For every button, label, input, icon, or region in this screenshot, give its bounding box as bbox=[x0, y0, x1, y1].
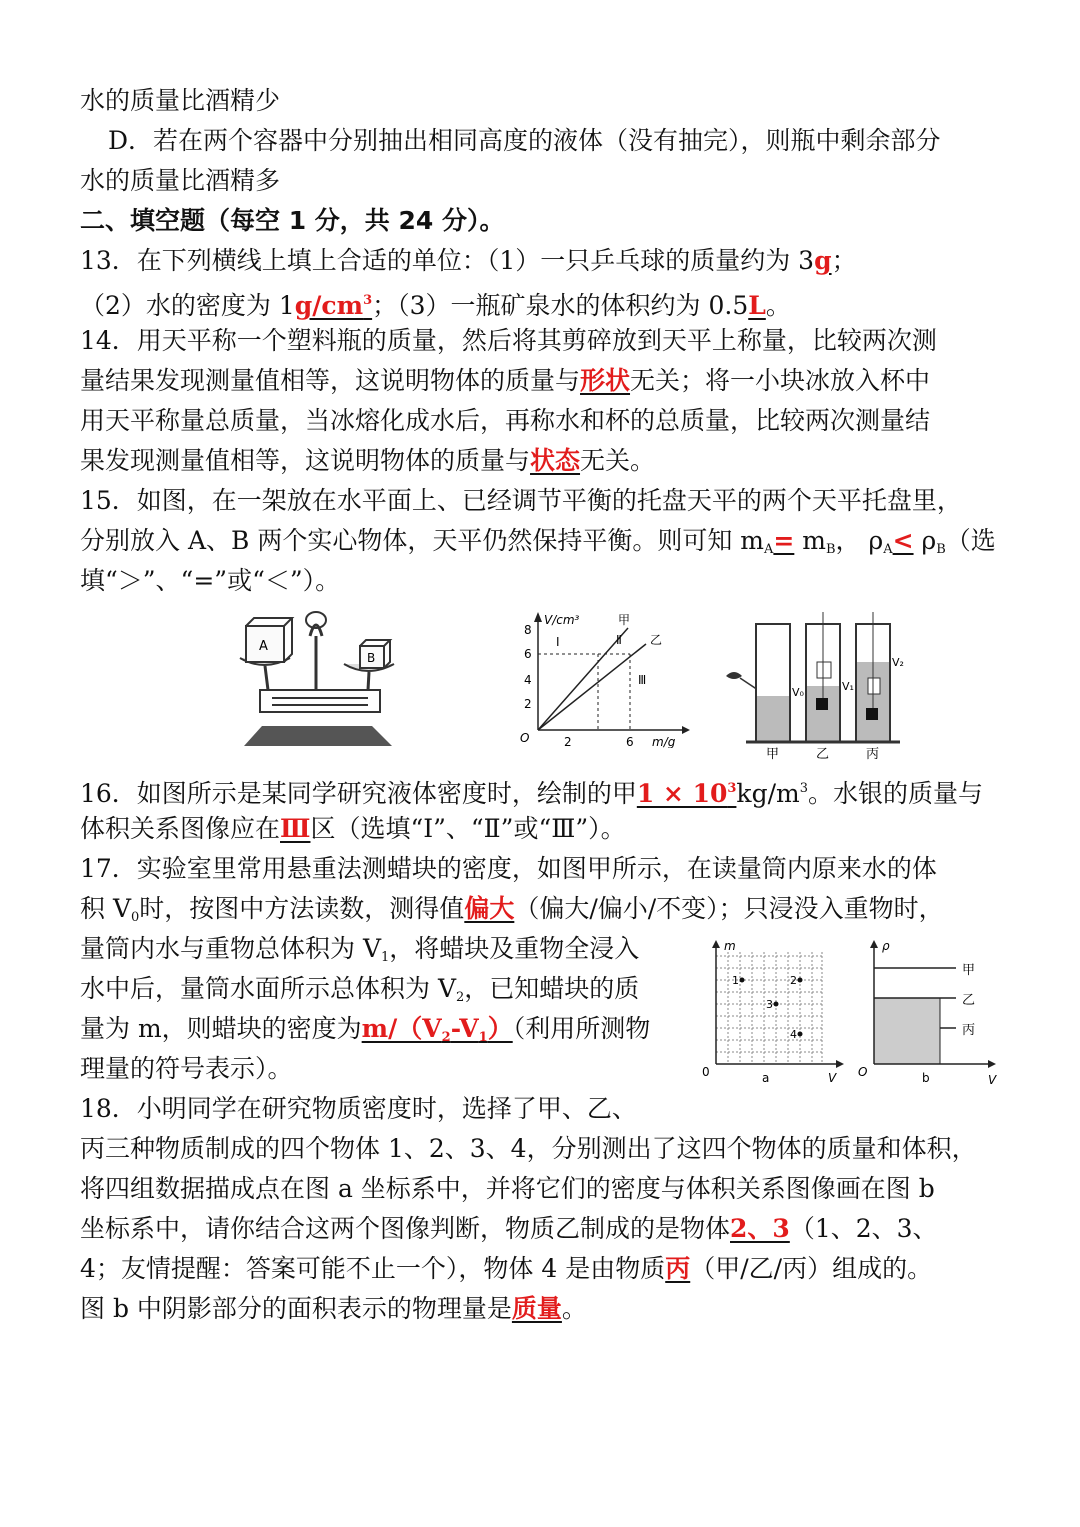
question-15-line-2 bbox=[80, 524, 996, 567]
text: 积 V bbox=[80, 894, 132, 923]
superscript: 3 bbox=[363, 293, 373, 308]
text: 。 bbox=[765, 291, 791, 320]
answer-blank: 2、3 bbox=[730, 1214, 790, 1243]
text: 果发现测量值相等，这说明物体的质量与 bbox=[80, 446, 531, 475]
point-label: 2 bbox=[790, 974, 797, 987]
weight-block bbox=[866, 708, 878, 720]
answer-blank bbox=[295, 291, 372, 320]
subscript: 1 bbox=[478, 1030, 488, 1045]
x-axis-label: m/g bbox=[652, 735, 676, 748]
subscript: A bbox=[763, 542, 774, 557]
answer-blank: 丙 bbox=[665, 1254, 691, 1283]
text: 时，按图中方法读数，测得值 bbox=[139, 894, 465, 923]
series-label: 乙 bbox=[650, 633, 663, 647]
question-18-line-6 bbox=[80, 1292, 587, 1326]
y-tick: 8 bbox=[524, 623, 532, 637]
text: 无关。 bbox=[580, 446, 656, 475]
origin-label: 0 bbox=[702, 1065, 710, 1079]
y-axis-label: ρ bbox=[882, 939, 890, 953]
point-label: 4 bbox=[790, 1028, 797, 1041]
text: 量为 m，则蜡块的密度为 bbox=[80, 1014, 362, 1043]
answer-blank: 状态 bbox=[530, 446, 581, 475]
volume-label: V₁ bbox=[842, 680, 854, 693]
subscript: B bbox=[825, 542, 836, 557]
text: ；（3）一瓶矿泉水的体积约为 0.5 bbox=[372, 291, 749, 320]
y-axis-arrow-icon bbox=[870, 940, 878, 948]
text: ，将蜡块及重物全浸入 bbox=[389, 934, 640, 963]
y-tick: 4 bbox=[524, 673, 532, 687]
caption-label: a bbox=[762, 1071, 770, 1085]
text-line: D．若在两个容器中分别抽出相同高度的液体（没有抽完），则瓶中剩余部分 bbox=[108, 126, 941, 155]
object-b-label: B bbox=[367, 651, 376, 665]
text: m bbox=[794, 526, 826, 555]
x-axis-arrow-icon bbox=[988, 1060, 996, 1068]
region-label: Ⅱ bbox=[616, 633, 622, 647]
cylinder-label: 甲 bbox=[766, 747, 780, 762]
y-tick: 2 bbox=[524, 697, 532, 711]
weight-block bbox=[816, 698, 828, 710]
text: 无关；将一小块冰放入杯中 bbox=[630, 366, 931, 395]
answer-blank: g bbox=[814, 246, 832, 275]
question-14-line-1: 14．用天平称一个塑料瓶的质量，然后将其剪碎放到天平上称量，比较两次测 bbox=[80, 326, 937, 355]
caption-label: b bbox=[922, 1071, 930, 1085]
line-label: 丙 bbox=[962, 1023, 976, 1038]
answer-text: ） bbox=[487, 1014, 513, 1043]
question-18-line-1: 18．小明同学在研究物质密度时，选择了甲、乙、 bbox=[80, 1094, 637, 1123]
text: 区（选填“Ⅰ”、“Ⅱ”或“Ⅲ”）。 bbox=[310, 814, 626, 843]
question-16-line-1 bbox=[80, 772, 983, 811]
question-17-line-3 bbox=[80, 932, 639, 975]
point-label: 1 bbox=[732, 974, 739, 987]
balance-base bbox=[244, 726, 392, 746]
question-14-line-4 bbox=[80, 444, 655, 478]
shaded-area bbox=[874, 998, 940, 1064]
series-label: 甲 bbox=[618, 613, 631, 627]
object-a-label: A bbox=[259, 639, 268, 654]
line-label: 甲 bbox=[962, 963, 976, 978]
text: kg/m bbox=[736, 779, 800, 808]
volume-label: V₀ bbox=[792, 686, 804, 699]
data-point bbox=[774, 1002, 779, 1007]
y-axis-label: m bbox=[724, 939, 736, 953]
cylinders-figure bbox=[720, 610, 920, 762]
data-point bbox=[740, 978, 745, 983]
text: 坐标系中，请你结合这两个图像判断，物质乙制成的是物体 bbox=[80, 1214, 731, 1243]
x-axis-arrow-icon bbox=[836, 1060, 844, 1068]
text: 16．如图所示是某同学研究液体密度时，绘制的甲 bbox=[80, 779, 637, 808]
section-title: 二、填空题（每空 1 分，共 24 分）。 bbox=[80, 206, 505, 235]
text: 量结果发现测量值相等，这说明物体的质量与 bbox=[80, 366, 581, 395]
x-tick: 6 bbox=[626, 735, 634, 748]
text: 分别放入 A、B 两个实心物体，天平仍然保持平衡。则可知 m bbox=[80, 526, 764, 555]
graph-a bbox=[702, 936, 850, 1088]
x-axis-label: V bbox=[988, 1073, 997, 1087]
y-tick: 6 bbox=[524, 647, 532, 661]
graph-b bbox=[856, 936, 1006, 1088]
text: 4；友情提醒：答案可能不止一个），物体 4 是由物质 bbox=[80, 1254, 666, 1283]
balance-figure bbox=[232, 606, 404, 752]
answer-text: 1 × 10 bbox=[636, 779, 728, 808]
text: 体积关系图像应在 bbox=[80, 814, 281, 843]
region-label: Ⅰ bbox=[556, 635, 560, 649]
text: 。 bbox=[561, 1294, 587, 1323]
x-axis-label: V bbox=[828, 1071, 837, 1085]
line-jia bbox=[538, 628, 628, 730]
origin-label: O bbox=[858, 1065, 868, 1079]
answer-blank: = bbox=[773, 526, 795, 555]
data-point bbox=[798, 978, 803, 983]
answer-blank bbox=[362, 1014, 513, 1043]
text: （1、2、3、 bbox=[789, 1214, 938, 1243]
question-18-line-3: 将四组数据描成点在图 a 坐标系中，并将它们的密度与体积关系图像画在图 b bbox=[80, 1174, 935, 1203]
text-line: 水的质量比酒精少 bbox=[80, 86, 281, 115]
y-axis-arrow-icon bbox=[712, 940, 720, 948]
wax-block bbox=[868, 678, 880, 694]
answer-blank: Ⅲ bbox=[280, 814, 311, 843]
answer-text: g/cm bbox=[294, 291, 364, 320]
text: 。水银的质量与 bbox=[807, 779, 983, 808]
cylinder-label: 丙 bbox=[866, 747, 880, 762]
text: 图 b 中阴影部分的面积表示的物理量是 bbox=[80, 1294, 512, 1323]
origin-label: O bbox=[520, 731, 530, 745]
question-15-line-1: 15．如图，在一架放在水平面上、已经调节平衡的托盘天平的两个天平托盘里， bbox=[80, 486, 962, 515]
subscript: 2 bbox=[456, 990, 465, 1005]
question-17-line-6: 理量的符号表示）。 bbox=[80, 1054, 293, 1083]
text: （偏大/偏小/不变）；只浸没入重物时， bbox=[514, 894, 944, 923]
x-tick: 2 bbox=[564, 735, 572, 748]
balance-pointer bbox=[310, 625, 322, 690]
text-line: 水的质量比酒精多 bbox=[80, 166, 281, 195]
subscript: 1 bbox=[381, 950, 390, 965]
volume-label: V₂ bbox=[892, 656, 904, 669]
pan-stem bbox=[265, 666, 268, 690]
question-17-line-4 bbox=[80, 972, 639, 1015]
question-14-line-2 bbox=[80, 364, 930, 398]
y-axis-label: V/cm³ bbox=[544, 613, 580, 627]
answer-blank: 形状 bbox=[580, 366, 631, 395]
answer-blank bbox=[637, 779, 737, 808]
superscript: 3 bbox=[727, 781, 737, 796]
y-axis-arrow-icon bbox=[534, 612, 542, 622]
cylinder-label: 乙 bbox=[816, 747, 830, 762]
x-axis-arrow-icon bbox=[682, 726, 690, 734]
question-18-line-2: 丙三种物质制成的四个物体 1、2、3、4，分别测出了这四个物体的质量和体积， bbox=[80, 1134, 977, 1163]
answer-blank: < bbox=[892, 526, 914, 555]
text: 水中后，量筒水面所示总体积为 V bbox=[80, 974, 457, 1003]
pan-stem bbox=[368, 672, 369, 690]
question-13-line-1 bbox=[80, 244, 857, 278]
region-label: Ⅲ bbox=[638, 673, 647, 687]
data-point bbox=[798, 1032, 803, 1037]
question-17-line-5 bbox=[80, 1012, 650, 1055]
text: 量筒内水与重物总体积为 V bbox=[80, 934, 382, 963]
subscript: B bbox=[936, 542, 946, 557]
subscript: 2 bbox=[441, 1030, 451, 1045]
question-17-line-1: 17．实验室里常用悬重法测蜡块的密度，如图甲所示，在读量筒内原来水的体 bbox=[80, 854, 937, 883]
superscript: 3 bbox=[799, 781, 808, 796]
text: （利用所测物 bbox=[512, 1014, 651, 1043]
balance-body bbox=[260, 690, 380, 712]
water-jia bbox=[757, 696, 789, 741]
answer-blank: 偏大 bbox=[464, 894, 515, 923]
question-14-line-3: 用天平称量总质量，当冰熔化成水后，再称水和杯的总质量，比较两次测量结 bbox=[80, 406, 931, 435]
v-m-graph bbox=[512, 604, 692, 748]
subscript: 0 bbox=[131, 910, 140, 925]
answer-text: m/（V bbox=[361, 1014, 442, 1043]
text: 13．在下列横线上填上合适的单位：（1）一只乒乓球的质量约为 3 bbox=[80, 246, 815, 275]
line-label: 乙 bbox=[962, 993, 976, 1008]
question-18-line-4 bbox=[80, 1212, 938, 1246]
text: （甲/乙/丙）组成的。 bbox=[690, 1254, 933, 1283]
text: （2）水的密度为 1 bbox=[80, 291, 295, 320]
point-label: 3 bbox=[766, 998, 773, 1011]
question-17-line-2 bbox=[80, 892, 944, 935]
text: ； bbox=[831, 246, 857, 275]
text: ρ bbox=[913, 526, 937, 555]
wax-block bbox=[817, 662, 831, 678]
subscript: A bbox=[883, 542, 893, 557]
eye-icon bbox=[726, 672, 742, 679]
answer-blank: 质量 bbox=[511, 1294, 562, 1323]
text: ， ρ bbox=[835, 526, 884, 555]
question-16-line-2 bbox=[80, 812, 626, 846]
text: （选 bbox=[945, 526, 996, 555]
question-18-line-5 bbox=[80, 1252, 932, 1286]
question-13-line-2 bbox=[80, 284, 791, 323]
question-15-line-3: 填“＞”、“=”或“＜”）。 bbox=[80, 566, 341, 595]
text: ，已知蜡块的质 bbox=[464, 974, 640, 1003]
answer-blank: L bbox=[748, 291, 766, 320]
answer-text: -V bbox=[450, 1014, 479, 1043]
